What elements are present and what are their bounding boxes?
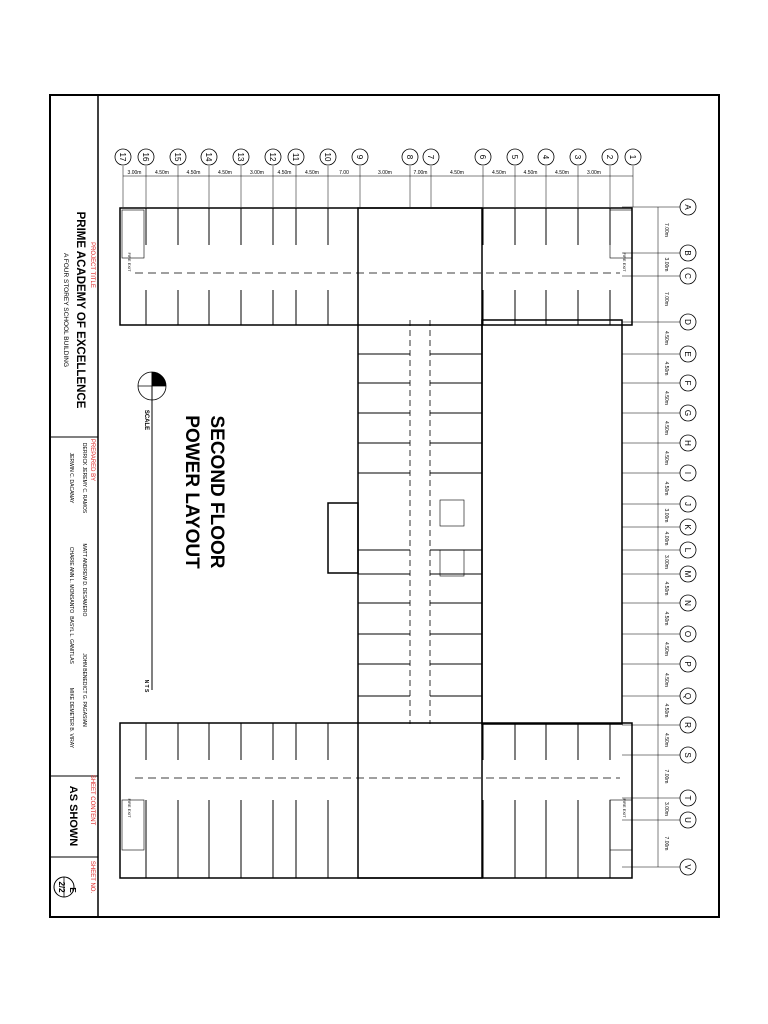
grid-letter-label: A (683, 204, 692, 210)
grid-number-dimensions (123, 170, 633, 176)
grid-letter-label: B (683, 250, 692, 256)
grid-number-label: 2 (605, 154, 614, 160)
right-classroom-strip (482, 320, 622, 724)
preparer-6: BASYL L. GANITLAS (68, 616, 74, 664)
fire-exit-label: FIRE EXIT (127, 252, 132, 272)
grid-number-label: 8 (405, 154, 414, 160)
grid-number-label: 7 (426, 154, 435, 160)
project-subtitle: A FOUR STOREY SCHOOL BUILDING (62, 252, 69, 368)
grid-letter-label: M (683, 570, 692, 578)
grid-letter-label: S (683, 752, 692, 758)
grid-number-dimension: 3.00m (587, 170, 601, 176)
grid-letter-dimension: 3.00m (663, 257, 669, 272)
grid-number-dimension: 4.50m (523, 170, 538, 176)
grid-number-dimension: 3.00m (127, 170, 142, 176)
grid-letter-label: V (683, 864, 692, 870)
grid-letter-label: L (683, 547, 692, 553)
grid-letter-label: G (683, 409, 692, 417)
grid-letter-label: E (683, 351, 692, 357)
central-corridor-block (358, 208, 482, 878)
grid-number-label: 16 (141, 152, 150, 162)
grid-letter-label: T (683, 795, 692, 801)
grid-letter-dimension: 4.50m (663, 733, 669, 747)
scale-value: AS SHOWN (67, 785, 79, 847)
grid-letter-dimension: 4.50m (663, 361, 669, 376)
grid-letter-label: F (683, 380, 692, 386)
grid-letter-dimension: 7.00m (663, 223, 669, 237)
grid-number-label: 13 (236, 152, 245, 162)
grid-number-dimension: 3.00m (250, 170, 264, 176)
title-line-2: POWER LAYOUT (181, 415, 202, 569)
scale-label: SCALE (143, 409, 149, 431)
stair-top-left (122, 210, 144, 258)
grid-number-label: 3 (573, 154, 582, 160)
grid-letter-label: O (683, 630, 692, 638)
grid-number-label: 17 (118, 152, 127, 162)
grid-number-label: 14 (204, 152, 213, 162)
grid-number-bubbles (115, 149, 641, 207)
grid-letter-bubbles (622, 199, 696, 875)
grid-number-dimension: 3.00m (378, 170, 392, 176)
bottom-wing-outline (120, 723, 632, 878)
grid-number-label: 6 (478, 154, 487, 160)
grid-letter-dimension: 3.00m (663, 508, 669, 523)
grid-number-dimension: 4.50m (277, 170, 292, 176)
grid-letter-dimensions (658, 207, 669, 867)
grid-letter-dimension: 4.50m (663, 331, 669, 345)
grid-letter-dimension: 3.00m (663, 555, 669, 569)
grid-letter-dimension: 4.50m (663, 421, 669, 435)
grid-number-dimension: 4.50m (555, 170, 569, 176)
grid-letter-label: U (683, 817, 692, 823)
grid-letter-label: I (683, 471, 692, 475)
grid-letter-dimension: 4.50m (663, 611, 669, 626)
grid-letter-label: D (683, 319, 692, 325)
stair-bottom-right (610, 800, 632, 850)
grid-letter-label: C (683, 273, 692, 279)
grid-letter-dimension: 7.00m (663, 836, 669, 851)
scale-bar (138, 372, 166, 690)
drawing-title (138, 372, 227, 693)
preparer-2: MATT ANDREW D. DESAMERO (81, 543, 87, 617)
preparer-4: JERWIN C. DACANAY (68, 452, 74, 504)
sheet-letter: E (68, 887, 77, 893)
grid-number-label: 10 (323, 152, 332, 162)
grid-number-label: 12 (268, 152, 277, 162)
grid-number-dimension: 7.00 (339, 170, 349, 176)
grid-letter-dimension: 3.00m (663, 802, 669, 816)
grid-letter-dimension: 4.50m (663, 703, 669, 718)
grid-letter-label: R (683, 722, 692, 728)
grid-letter-dimension: 4.50m (663, 581, 669, 596)
grid-letter-dimension: 4.50m (663, 451, 669, 465)
fire-exit-label: FIRE EXIT (127, 798, 132, 818)
grid-letter-dimension: 7.00m (663, 292, 669, 306)
sheet-border (50, 95, 719, 917)
grid-letter-label: J (683, 502, 692, 506)
grid-letter-dimension: 7.00m (663, 769, 669, 784)
grid-number-dimension: 4.50m (305, 170, 319, 176)
project-name: PRIME ACADEMY OF EXCELLENCE (74, 211, 86, 409)
grid-number-label: 1 (628, 154, 637, 160)
preparer-5: CHARIE ANN L. MONSANTO (68, 546, 74, 614)
grid-letter-dimension: 4.50m (663, 481, 669, 496)
grid-number-label: 5 (510, 154, 519, 160)
grid-number-dimension: 4.50m (492, 170, 506, 176)
stair-center-2 (440, 550, 464, 576)
sheet-fraction: 2/2 (57, 881, 66, 893)
grid-letter-dimension: 4.50m (663, 391, 669, 405)
grid-letter-label: Q (683, 692, 692, 700)
fire-exit-label: FIRE EXIT (622, 798, 627, 818)
grid-letter-label: K (683, 524, 692, 530)
preparer-3: JOHN BENEDICT G. PAGASIAN (81, 653, 87, 727)
stair-top-right (610, 210, 632, 258)
stair-center-1 (440, 500, 464, 526)
grid-letter-dimension: 4.50m (663, 673, 669, 687)
title-block (50, 95, 98, 917)
grid-letter-dimension: 4.50m (663, 642, 669, 656)
grid-number-label: 9 (355, 154, 364, 160)
grid-number-label: 15 (173, 152, 182, 162)
top-wing-outline (120, 208, 632, 325)
sheet-content-label: SHEET CONTENT (89, 774, 95, 826)
grid-letter-label: H (683, 440, 692, 446)
stair-bottom-left (122, 800, 144, 850)
grid-letter-label: N (683, 600, 692, 606)
nts-label: N T S (143, 679, 149, 693)
grid-number-label: 4 (541, 154, 550, 160)
project-title-label: PROJECT TITLE (89, 242, 95, 288)
title-line-1: SECOND FLOOR (206, 415, 227, 569)
grid-number-dimension: 4.50m (155, 170, 169, 176)
grid-number-dimension: 4.50m (450, 170, 464, 176)
lobby (328, 503, 358, 573)
grid-number-label: 11 (291, 152, 300, 162)
sheet-no-label: SHEET NO. (89, 860, 95, 894)
prepared-by-label: PREPARED BY (89, 438, 95, 482)
grid-number-dimension: 4.50m (218, 170, 232, 176)
fire-exit-label: FIRE EXIT (622, 252, 627, 272)
grid-letter-dimension: 4.00m (663, 531, 669, 546)
preparer-7: MIKE DEMETER B. VIRAY (68, 687, 74, 749)
preparer-1: DERRICK JEREMY C. RAMOS (81, 442, 87, 514)
grid-number-dimension: 4.50m (186, 170, 201, 176)
grid-letter-label: P (683, 661, 692, 667)
grid-number-dimension: 7.00m (413, 170, 428, 176)
